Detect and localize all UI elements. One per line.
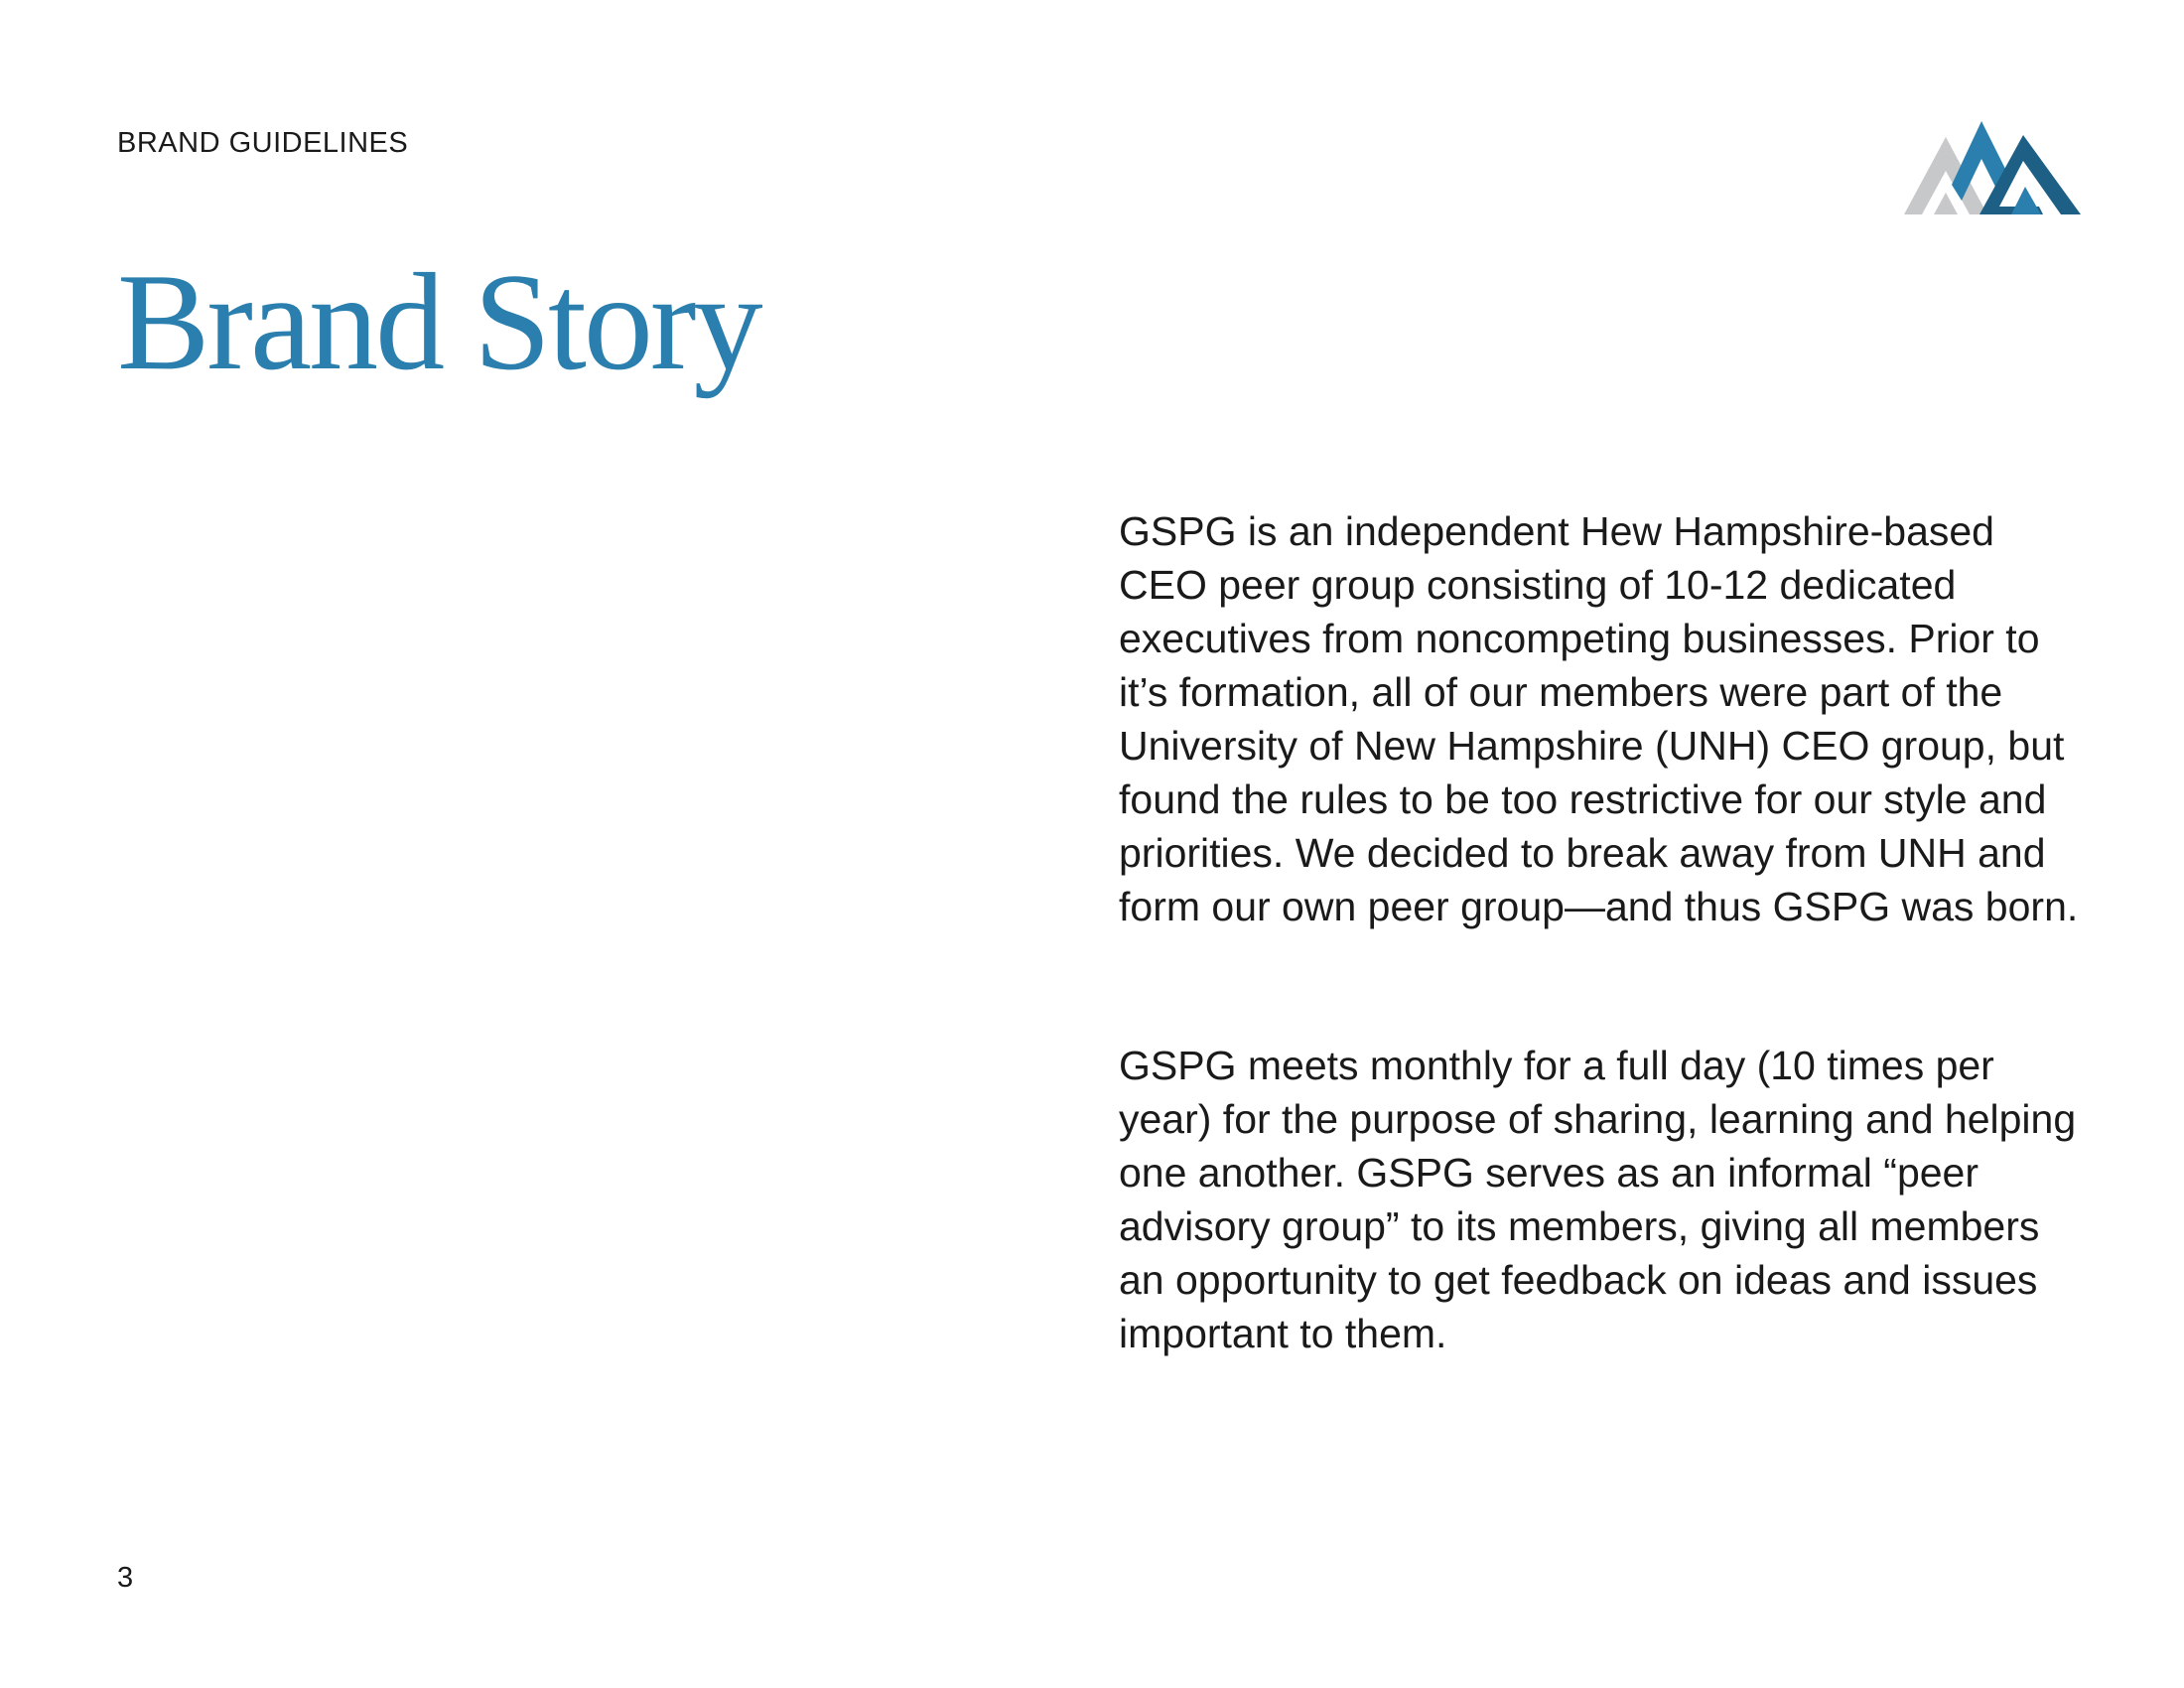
section-label: BRAND GUIDELINES	[117, 127, 409, 159]
logo-gray-inner	[1934, 193, 1958, 214]
mountain-peaks-logo-icon	[1904, 115, 2083, 216]
paragraph-intro: GSPG is an independent Hew Hampshire-based CEO peer group consisting of 10-12 dedicated executives from noncompeting businesses. Prior to it’s formation, all of our members were part of the University of New Hampshire (UNH) CEO group, but found the rules to be too restrictive for our style and priorities. We decided to break away from UNH and form our own peer group—and thus GSPG was born.	[1119, 508, 2079, 929]
paragraph-meetings: GSPG meets monthly for a full day (10 times per year) for the purpose of sharing, learning and helping one another. GSPG serves as an informal “peer advisory group” to its members, giving all members an opportunity to get feedback on ideas and issues important to them.	[1119, 1043, 2077, 1356]
page-title: Brand Story	[117, 245, 760, 399]
body-copy	[1119, 504, 2092, 1466]
logo-dark-inner	[2011, 187, 2041, 214]
page-number: 3	[117, 1562, 134, 1594]
